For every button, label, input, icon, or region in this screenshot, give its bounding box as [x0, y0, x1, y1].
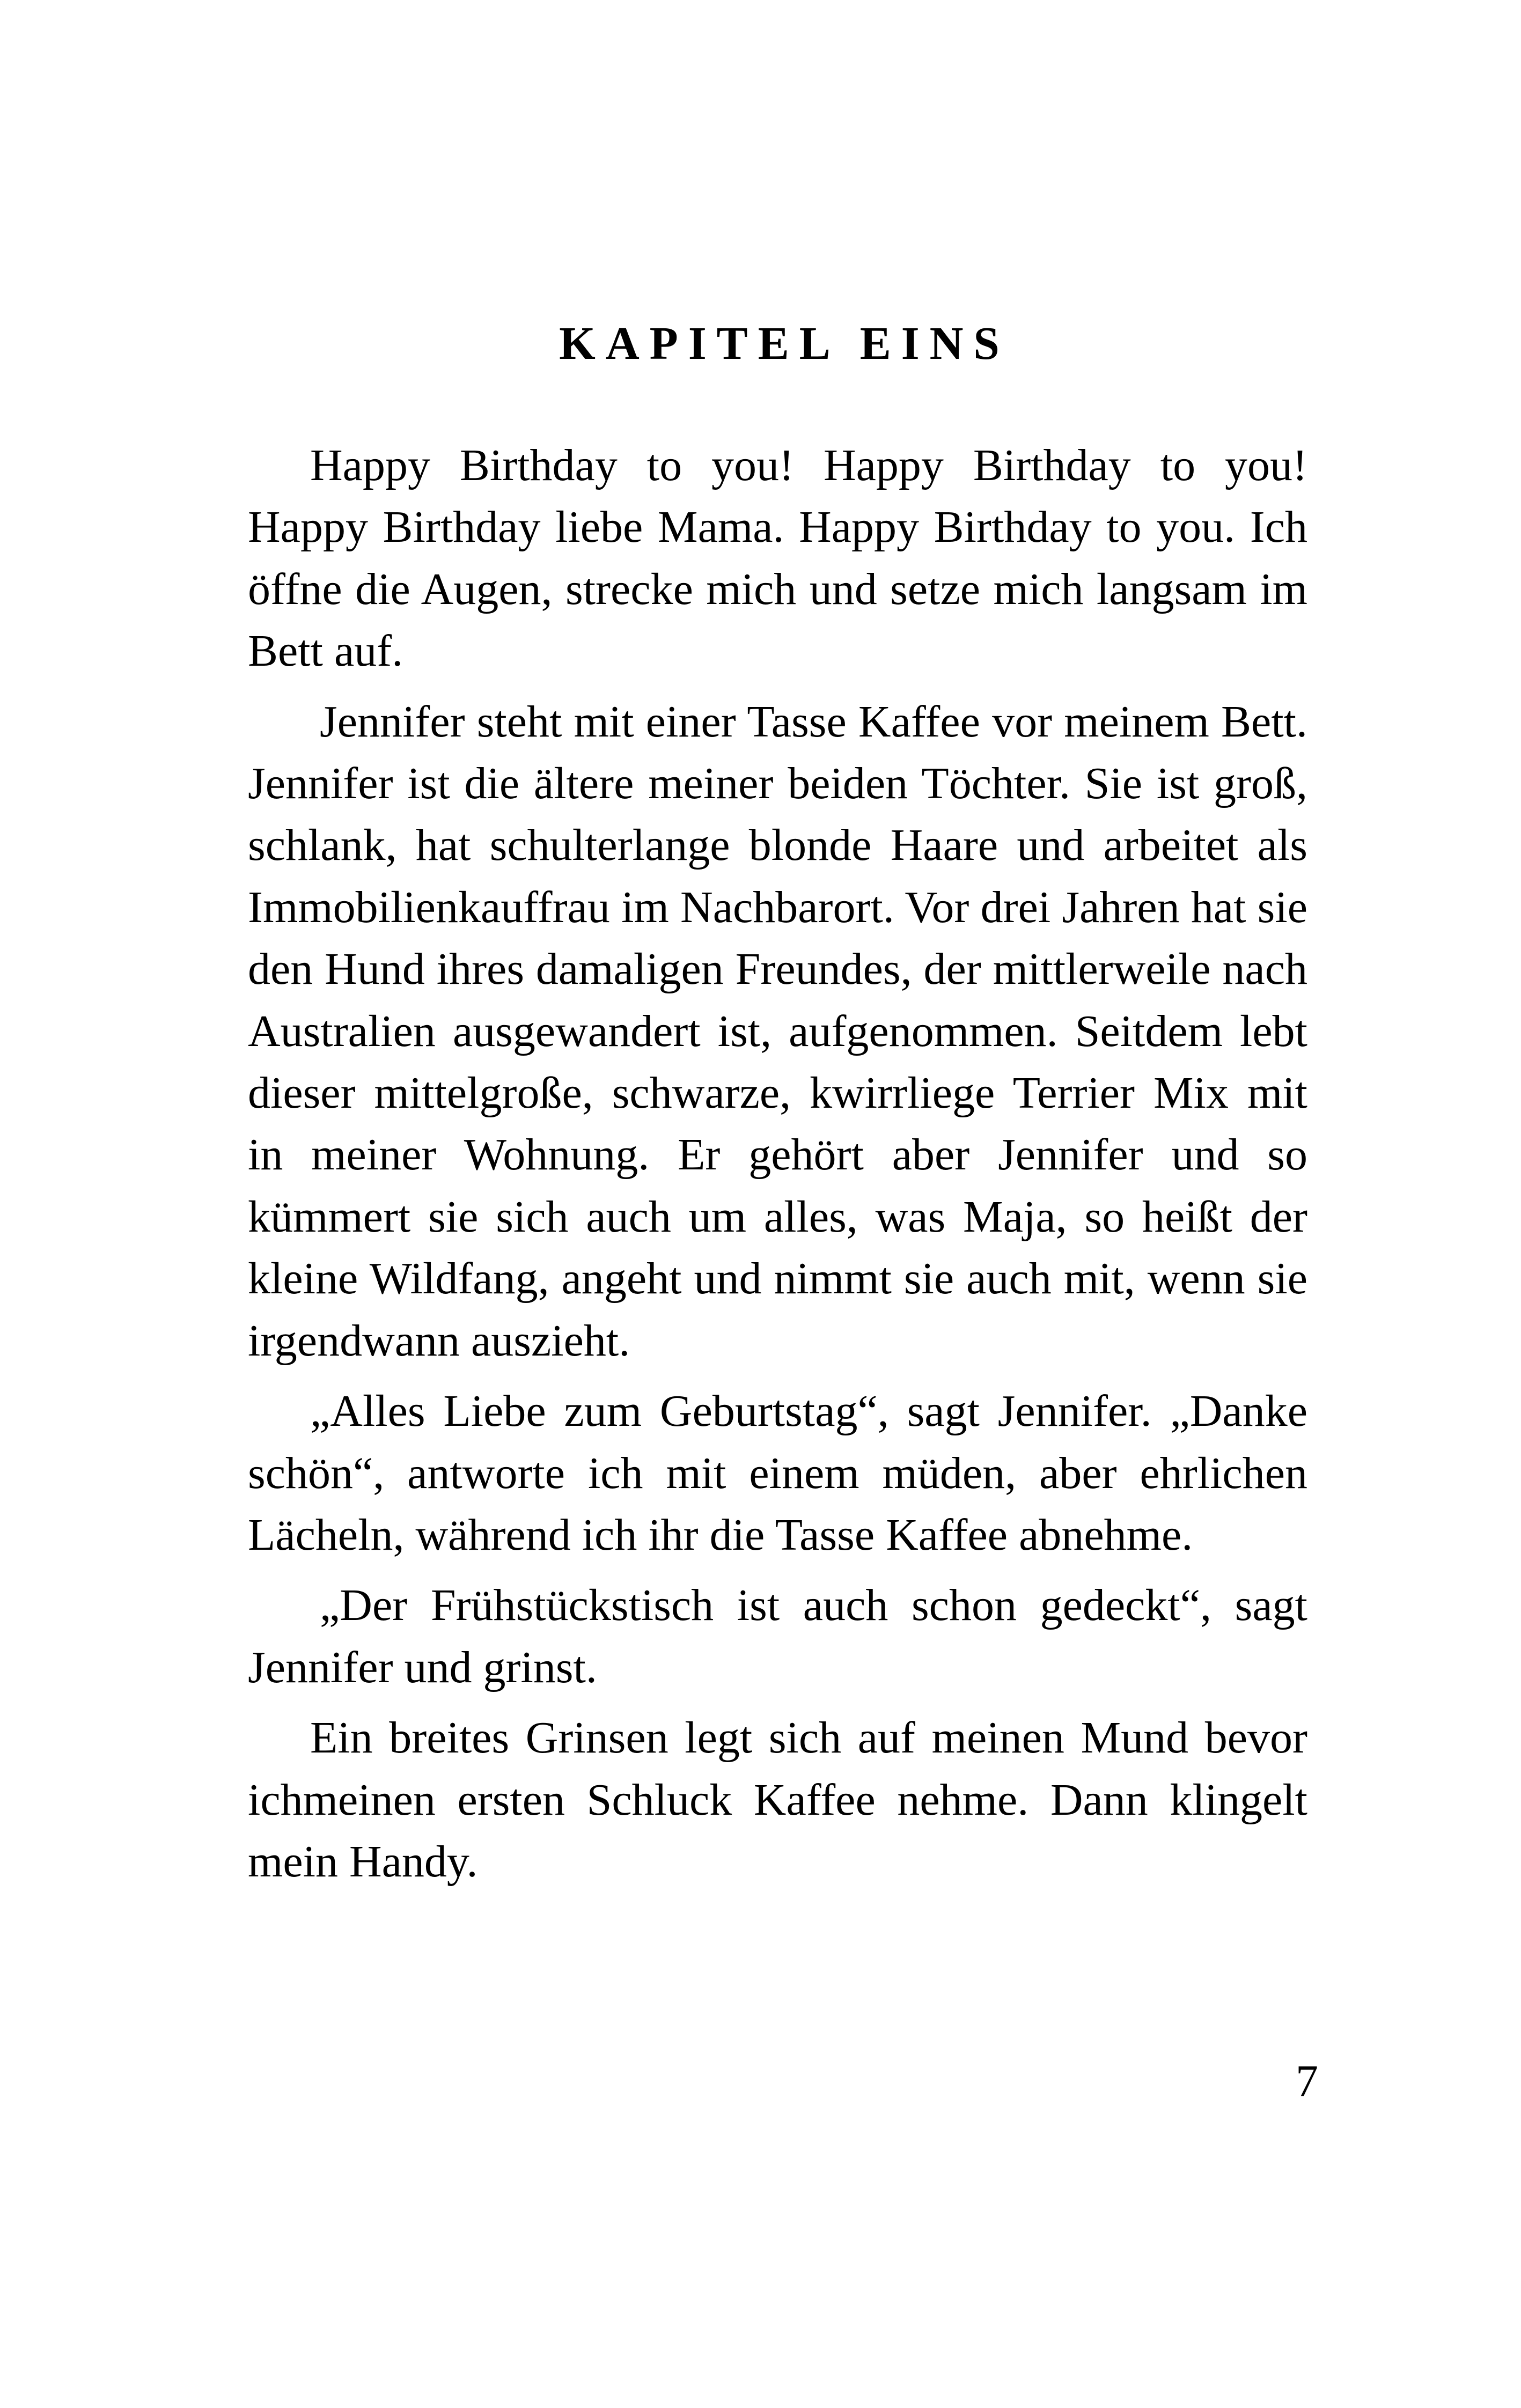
- page-number: 7: [1296, 2056, 1318, 2106]
- paragraph-5: Ein breites Grinsen legt sich auf meinen Mund bevor ichmeinen ersten Schluck Kaffee nehme. Dann klingelt mein Handy.: [248, 1713, 1307, 1887]
- paragraph-3: „Alles Liebe zum Geburtstag“, sagt Jennifer. „Danke schön“, antworte ich mit einem müden, aber ehrlichen Lächeln, während ich ihr die Tasse Kaffee abnehme.: [248, 1386, 1307, 1560]
- chapter-body: [248, 435, 1307, 1892]
- paragraph-2: Jennifer steht mit einer Tasse Kaffee vor meinem Bett. Jennifer ist die ältere meiner beiden Töchter. Sie ist groß, schlank, hat schulterlange blonde Haare und arbeitet als Immobilienkauffrau im Nachbarort. Vor drei Jahren hat sie den Hund ihres damaligen Freundes, der mittlerweile nach Australien ausgewandert ist, aufgenommen. Seitdem lebt dieser mittelgroße, schwarze, kwirrliege Terrier Mix mit in meiner Wohnung. Er gehört aber Jennifer und so kümmert sie sich auch um alles, was Maja, so heißt der kleine Wildfang, angeht und nimmt sie auch mit, wenn sie irgendwann auszieht.: [248, 696, 1307, 1366]
- chapter-title: KAPITEL EINS: [559, 317, 1010, 369]
- paragraph-4: „Der Frühstückstisch ist auch schon gedeckt“, sagt Jennifer und grinst.: [248, 1580, 1307, 1692]
- paragraph-1: Happy Birthday to you! Happy Birthday to you! Happy Birthday liebe Mama. Happy Birthday to you. Ich öffne die Augen, strecke mich und setze mich langsam im Bett auf.: [248, 440, 1307, 676]
